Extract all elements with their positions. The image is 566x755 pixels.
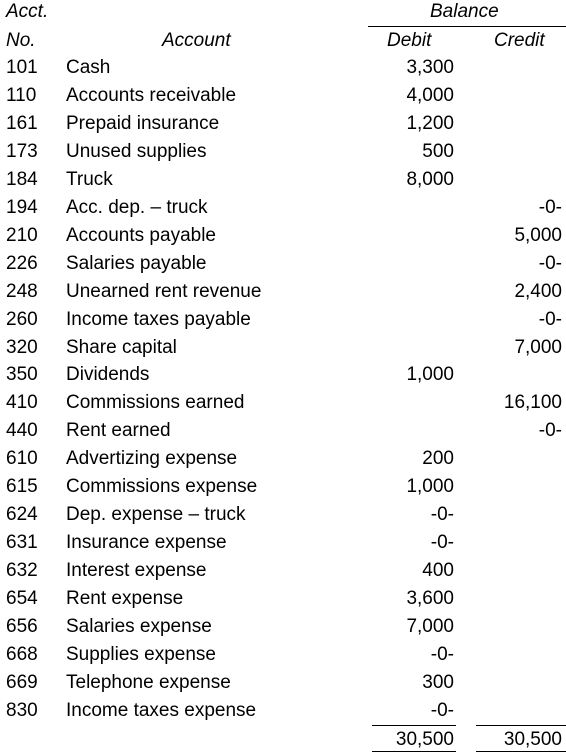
table-row: [0, 138, 566, 166]
account-name: Income taxes expense: [66, 699, 257, 721]
table-row: [0, 334, 566, 362]
credit-header: Credit: [494, 30, 545, 51]
account-number: 410: [6, 392, 38, 414]
account-name: Commissions earned: [66, 392, 245, 414]
debit-amount: 7,000: [406, 616, 454, 637]
account-name: Cash: [66, 57, 111, 78]
account-header: Account: [162, 30, 231, 51]
table-row: [0, 501, 566, 529]
table-row: [0, 613, 566, 641]
account-name: Interest expense: [66, 560, 207, 582]
debit-amount: -0-: [430, 699, 454, 721]
account-number: 161: [6, 112, 38, 134]
debit-header: Debit: [387, 30, 432, 51]
table-row: [0, 529, 566, 557]
debit-amount: 500: [422, 140, 454, 162]
account-number: 110: [6, 84, 37, 106]
debit-amount: 400: [422, 560, 454, 582]
account-number: 350: [6, 364, 38, 386]
account-name: Telephone expense: [66, 671, 231, 693]
debit-amount: 1,000: [406, 364, 454, 386]
account-name: Income taxes payable: [66, 308, 251, 330]
account-number: 610: [6, 448, 38, 470]
account-name: Accounts receivable: [66, 84, 237, 106]
debit-amount: -0-: [430, 504, 454, 526]
account-number: 654: [6, 588, 38, 610]
account-number: 624: [6, 504, 38, 526]
account-number: 632: [6, 560, 38, 582]
table-row: [0, 585, 566, 613]
table-row: [0, 222, 566, 250]
credit-amount: -0-: [538, 252, 562, 274]
account-number: 668: [6, 643, 38, 665]
account-number: 631: [6, 532, 38, 554]
account-number: 440: [6, 420, 38, 442]
account-name: Accounts payable: [66, 224, 216, 246]
credit-amount: -0-: [538, 308, 562, 330]
debit-amount: 1,200: [406, 112, 454, 134]
table-row: [0, 110, 566, 138]
debit-amount: -0-: [430, 643, 454, 665]
credit-amount: 2,400: [514, 280, 562, 302]
debit-total: 30,500: [395, 729, 454, 750]
credit-amount: 5,000: [514, 224, 562, 246]
account-name: Supplies expense: [66, 643, 216, 665]
account-name: Unused supplies: [66, 140, 207, 162]
debit-amount: 3,300: [406, 57, 454, 78]
account-name: Rent expense: [66, 588, 184, 610]
debit-amount: 8,000: [406, 168, 454, 190]
account-number: 320: [6, 336, 38, 358]
table-row: [0, 278, 566, 306]
balance-header: Balance: [430, 1, 499, 22]
account-name: Dep. expense – truck: [66, 504, 246, 526]
account-name: Rent earned: [66, 420, 171, 442]
account-number: 194: [6, 196, 38, 218]
account-name: Unearned rent revenue: [66, 280, 262, 302]
account-number: 260: [6, 308, 38, 330]
account-name: Salaries payable: [66, 252, 207, 274]
account-name: Salaries expense: [66, 616, 212, 637]
table-row: [0, 557, 566, 585]
table-row: [0, 669, 566, 697]
credit-amount: 16,100: [503, 392, 562, 414]
account-name: Prepaid insurance: [66, 112, 220, 134]
account-number: 669: [6, 671, 38, 693]
table-row: [0, 194, 566, 222]
credit-total-double-rule: [476, 751, 566, 752]
credit-amount: -0-: [538, 420, 562, 442]
table-row: [0, 417, 566, 445]
credit-total: 30,500: [503, 729, 562, 750]
debit-amount: 4,000: [406, 84, 454, 106]
table-row: [0, 54, 566, 82]
account-number: 173: [6, 140, 38, 162]
account-number: 210: [6, 224, 38, 246]
account-name: Acc. dep. – truck: [66, 196, 208, 218]
table-row: [0, 306, 566, 334]
account-name: Truck: [66, 168, 113, 190]
table-row: [0, 389, 566, 417]
debit-amount: -0-: [430, 532, 454, 554]
acct-header-bottom: No.: [6, 30, 36, 51]
debit-amount: 200: [422, 448, 454, 470]
table-row: [0, 82, 566, 110]
account-number: 248: [6, 280, 38, 302]
credit-amount: -0-: [538, 196, 562, 218]
table-row: [0, 250, 566, 278]
debit-total-double-rule: [372, 751, 456, 752]
account-number: 656: [6, 616, 38, 637]
account-number: 830: [6, 699, 38, 721]
table-row: [0, 445, 566, 473]
debit-amount: 3,600: [406, 588, 454, 610]
account-number: 226: [6, 252, 38, 274]
account-number: 101: [6, 57, 38, 78]
account-number: 615: [6, 476, 38, 498]
totals-row: [0, 726, 566, 754]
account-name: Dividends: [66, 364, 150, 386]
credit-amount: 7,000: [514, 336, 562, 358]
table-row: [0, 641, 566, 669]
balance-header-rule: [368, 26, 566, 27]
table-row: [0, 697, 566, 725]
acct-header-top: Acct.: [6, 1, 49, 22]
table-row: [0, 361, 566, 389]
debit-amount: 300: [422, 671, 454, 693]
table-row: [0, 473, 566, 501]
account-name: Commissions expense: [66, 476, 258, 498]
debit-amount: 1,000: [406, 476, 454, 498]
account-number: 184: [6, 168, 38, 190]
account-name: Advertizing expense: [66, 448, 238, 470]
table-row: [0, 166, 566, 194]
account-name: Insurance expense: [66, 532, 227, 554]
account-name: Share capital: [66, 336, 177, 358]
